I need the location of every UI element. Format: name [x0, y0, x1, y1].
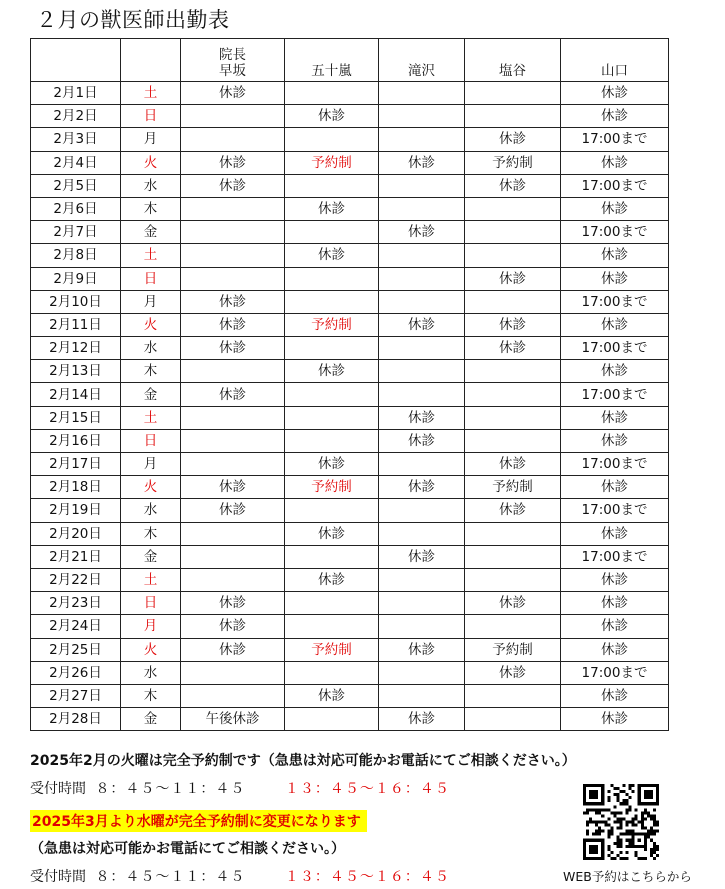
table-row — [31, 406, 669, 429]
table-row — [31, 82, 669, 105]
cell-weekday: 木 — [121, 360, 181, 383]
notes-section — [30, 750, 590, 886]
header-row — [31, 39, 669, 82]
header-igarashi: 五十嵐 — [285, 39, 379, 82]
cell-yamaguchi: 17:00まで — [561, 290, 669, 313]
cell-date: 2月28日 — [31, 708, 121, 731]
cell-shioya: 休診 — [465, 267, 561, 290]
cell-takizawa — [379, 82, 465, 105]
cell-igarashi — [285, 267, 379, 290]
cell-weekday: 土 — [121, 244, 181, 267]
table-row — [31, 476, 669, 499]
cell-date: 2月19日 — [31, 499, 121, 522]
cell-igarashi — [285, 221, 379, 244]
cell-weekday: 木 — [121, 522, 181, 545]
hours-label: 受付時間 — [30, 781, 86, 797]
cell-takizawa — [379, 684, 465, 707]
cell-weekday: 火 — [121, 313, 181, 336]
cell-igarashi: 休診 — [285, 105, 379, 128]
cell-hayasaka — [181, 244, 285, 267]
cell-date: 2月27日 — [31, 684, 121, 707]
cell-weekday: 火 — [121, 638, 181, 661]
table-row — [31, 708, 669, 731]
cell-hayasaka: 休診 — [181, 290, 285, 313]
cell-date: 2月22日 — [31, 568, 121, 591]
table-row — [31, 499, 669, 522]
web-reservation-label[interactable]: WEB予約はこちらから — [563, 869, 692, 884]
cell-shioya: 予約制 — [465, 151, 561, 174]
cell-yamaguchi: 休診 — [561, 360, 669, 383]
cell-shioya — [465, 197, 561, 220]
cell-shioya: 休診 — [465, 128, 561, 151]
cell-hayasaka — [181, 406, 285, 429]
cell-weekday: 金 — [121, 383, 181, 406]
cell-takizawa — [379, 661, 465, 684]
cell-date: 2月13日 — [31, 360, 121, 383]
cell-weekday: 土 — [121, 82, 181, 105]
cell-shioya — [465, 615, 561, 638]
table-row — [31, 383, 669, 406]
cell-takizawa — [379, 615, 465, 638]
cell-takizawa: 休診 — [379, 313, 465, 336]
cell-weekday: 金 — [121, 545, 181, 568]
cell-date: 2月4日 — [31, 151, 121, 174]
table-row — [31, 545, 669, 568]
cell-yamaguchi: 休診 — [561, 429, 669, 452]
cell-igarashi — [285, 592, 379, 615]
march-sub-notice: （急患は対応可能かお電話にてご相談ください。） — [30, 841, 345, 857]
table-row — [31, 290, 669, 313]
march-notice-wrap — [30, 810, 590, 832]
hours-label-2: 受付時間 — [30, 869, 86, 885]
cell-takizawa: 休診 — [379, 708, 465, 731]
cell-igarashi — [285, 82, 379, 105]
cell-weekday: 火 — [121, 476, 181, 499]
cell-igarashi — [285, 383, 379, 406]
cell-takizawa: 休診 — [379, 545, 465, 568]
header-weekday — [121, 39, 181, 82]
cell-hayasaka — [181, 429, 285, 452]
cell-date: 2月7日 — [31, 221, 121, 244]
page-title: ２月の獣医師出勤表 — [36, 8, 230, 32]
cell-yamaguchi: 休診 — [561, 244, 669, 267]
table-row — [31, 592, 669, 615]
cell-hayasaka — [181, 105, 285, 128]
table-row — [31, 244, 669, 267]
table-row — [31, 128, 669, 151]
cell-weekday: 木 — [121, 197, 181, 220]
cell-takizawa — [379, 244, 465, 267]
cell-weekday: 水 — [121, 174, 181, 197]
cell-hayasaka — [181, 267, 285, 290]
table-row — [31, 174, 669, 197]
cell-date: 2月11日 — [31, 313, 121, 336]
cell-date: 2月26日 — [31, 661, 121, 684]
cell-igarashi — [285, 708, 379, 731]
header-takizawa: 滝沢 — [379, 39, 465, 82]
cell-hayasaka: 休診 — [181, 82, 285, 105]
cell-yamaguchi: 休診 — [561, 267, 669, 290]
cell-weekday: 月 — [121, 290, 181, 313]
cell-shioya — [465, 522, 561, 545]
cell-igarashi — [285, 337, 379, 360]
cell-takizawa — [379, 383, 465, 406]
cell-date: 2月17日 — [31, 453, 121, 476]
cell-takizawa — [379, 360, 465, 383]
cell-takizawa — [379, 592, 465, 615]
cell-yamaguchi: 17:00まで — [561, 453, 669, 476]
hours-am-2: ８：４５～１１：４５ — [95, 869, 246, 885]
hours-am: ８：４５～１１：４５ — [95, 781, 246, 797]
cell-yamaguchi: 休診 — [561, 684, 669, 707]
cell-yamaguchi: 17:00まで — [561, 337, 669, 360]
cell-yamaguchi: 休診 — [561, 313, 669, 336]
cell-takizawa — [379, 337, 465, 360]
cell-weekday: 日 — [121, 105, 181, 128]
cell-igarashi — [285, 406, 379, 429]
cell-takizawa — [379, 105, 465, 128]
table-row — [31, 661, 669, 684]
cell-igarashi: 休診 — [285, 360, 379, 383]
cell-shioya: 休診 — [465, 313, 561, 336]
cell-date: 2月9日 — [31, 267, 121, 290]
cell-igarashi: 休診 — [285, 197, 379, 220]
cell-date: 2月23日 — [31, 592, 121, 615]
cell-hayasaka: 午後休診 — [181, 708, 285, 731]
cell-takizawa — [379, 174, 465, 197]
hours-pm: １３：４５～１６：４５ — [284, 781, 450, 797]
cell-date: 2月16日 — [31, 429, 121, 452]
cell-weekday: 金 — [121, 221, 181, 244]
header-hayasaka-text: 院長 早坂 — [219, 47, 246, 79]
cell-shioya — [465, 290, 561, 313]
cell-yamaguchi: 17:00まで — [561, 661, 669, 684]
cell-hayasaka: 休診 — [181, 499, 285, 522]
cell-hayasaka — [181, 684, 285, 707]
cell-date: 2月6日 — [31, 197, 121, 220]
cell-yamaguchi: 17:00まで — [561, 174, 669, 197]
cell-hayasaka: 休診 — [181, 615, 285, 638]
cell-igarashi: 休診 — [285, 522, 379, 545]
cell-takizawa — [379, 197, 465, 220]
cell-takizawa — [379, 128, 465, 151]
cell-takizawa: 休診 — [379, 638, 465, 661]
cell-date: 2月25日 — [31, 638, 121, 661]
cell-weekday: 水 — [121, 499, 181, 522]
cell-yamaguchi: 17:00まで — [561, 128, 669, 151]
tuesday-notice: 2025年2月の火曜は完全予約制です（急患は対応可能かお電話にてご相談ください。） — [30, 753, 576, 769]
cell-yamaguchi: 休診 — [561, 708, 669, 731]
cell-date: 2月20日 — [31, 522, 121, 545]
table-row — [31, 684, 669, 707]
table-row — [31, 197, 669, 220]
cell-date: 2月24日 — [31, 615, 121, 638]
cell-yamaguchi: 休診 — [561, 105, 669, 128]
cell-takizawa — [379, 290, 465, 313]
cell-date: 2月1日 — [31, 82, 121, 105]
cell-yamaguchi: 休診 — [561, 522, 669, 545]
table-row — [31, 360, 669, 383]
table-row — [31, 615, 669, 638]
table-row — [31, 151, 669, 174]
cell-shioya — [465, 82, 561, 105]
cell-igarashi: 休診 — [285, 453, 379, 476]
table-row — [31, 522, 669, 545]
cell-shioya: 休診 — [465, 499, 561, 522]
qr-code[interactable] — [583, 784, 659, 860]
table-row — [31, 453, 669, 476]
cell-igarashi — [285, 290, 379, 313]
cell-date: 2月18日 — [31, 476, 121, 499]
cell-igarashi — [285, 545, 379, 568]
schedule-table — [30, 38, 669, 731]
table-row — [31, 337, 669, 360]
cell-hayasaka: 休診 — [181, 151, 285, 174]
cell-yamaguchi: 休診 — [561, 82, 669, 105]
cell-shioya — [465, 684, 561, 707]
cell-shioya — [465, 221, 561, 244]
cell-igarashi: 予約制 — [285, 638, 379, 661]
cell-weekday: 火 — [121, 151, 181, 174]
cell-yamaguchi: 休診 — [561, 476, 669, 499]
cell-yamaguchi: 休診 — [561, 615, 669, 638]
cell-shioya: 休診 — [465, 174, 561, 197]
cell-shioya: 休診 — [465, 661, 561, 684]
cell-igarashi — [285, 615, 379, 638]
cell-weekday: 日 — [121, 592, 181, 615]
cell-hayasaka — [181, 522, 285, 545]
table-row — [31, 638, 669, 661]
march-notice: 2025年3月より水曜が完全予約制に変更になります — [30, 810, 367, 832]
table-row — [31, 313, 669, 336]
cell-weekday: 月 — [121, 128, 181, 151]
cell-igarashi — [285, 661, 379, 684]
cell-shioya — [465, 105, 561, 128]
cell-hayasaka: 休診 — [181, 383, 285, 406]
header-yamaguchi: 山口 — [561, 39, 669, 82]
cell-date: 2月5日 — [31, 174, 121, 197]
cell-shioya: 予約制 — [465, 638, 561, 661]
cell-igarashi — [285, 499, 379, 522]
cell-takizawa: 休診 — [379, 221, 465, 244]
cell-date: 2月2日 — [31, 105, 121, 128]
header-hayasaka — [181, 39, 285, 82]
cell-date: 2月3日 — [31, 128, 121, 151]
reception-hours — [30, 778, 590, 798]
cell-igarashi: 予約制 — [285, 151, 379, 174]
reception-hours-2 — [30, 866, 590, 886]
cell-takizawa — [379, 499, 465, 522]
cell-hayasaka: 休診 — [181, 174, 285, 197]
cell-igarashi — [285, 128, 379, 151]
cell-hayasaka — [181, 197, 285, 220]
cell-hayasaka — [181, 568, 285, 591]
cell-igarashi: 予約制 — [285, 476, 379, 499]
cell-yamaguchi: 17:00まで — [561, 221, 669, 244]
cell-takizawa: 休診 — [379, 406, 465, 429]
cell-date: 2月21日 — [31, 545, 121, 568]
cell-shioya — [465, 360, 561, 383]
cell-weekday: 月 — [121, 453, 181, 476]
cell-igarashi — [285, 174, 379, 197]
header-shioya: 塩谷 — [465, 39, 561, 82]
cell-takizawa: 休診 — [379, 151, 465, 174]
cell-weekday: 日 — [121, 267, 181, 290]
cell-yamaguchi: 17:00まで — [561, 545, 669, 568]
cell-takizawa — [379, 267, 465, 290]
cell-date: 2月10日 — [31, 290, 121, 313]
cell-shioya — [465, 708, 561, 731]
cell-hayasaka — [181, 453, 285, 476]
cell-hayasaka: 休診 — [181, 313, 285, 336]
cell-weekday: 木 — [121, 684, 181, 707]
cell-shioya: 休診 — [465, 592, 561, 615]
cell-igarashi: 休診 — [285, 244, 379, 267]
cell-takizawa: 休診 — [379, 429, 465, 452]
cell-igarashi: 予約制 — [285, 313, 379, 336]
cell-takizawa — [379, 522, 465, 545]
cell-weekday: 金 — [121, 708, 181, 731]
cell-weekday: 土 — [121, 568, 181, 591]
hours-pm-2: １３：４５～１６：４５ — [284, 869, 450, 885]
cell-yamaguchi: 17:00まで — [561, 499, 669, 522]
cell-weekday: 日 — [121, 429, 181, 452]
cell-takizawa — [379, 568, 465, 591]
cell-weekday: 土 — [121, 406, 181, 429]
cell-yamaguchi: 休診 — [561, 151, 669, 174]
cell-hayasaka: 休診 — [181, 476, 285, 499]
cell-igarashi: 休診 — [285, 568, 379, 591]
cell-date: 2月8日 — [31, 244, 121, 267]
cell-hayasaka — [181, 128, 285, 151]
table-row — [31, 267, 669, 290]
table-row — [31, 221, 669, 244]
cell-hayasaka — [181, 221, 285, 244]
cell-hayasaka — [181, 360, 285, 383]
cell-yamaguchi: 休診 — [561, 406, 669, 429]
cell-yamaguchi: 17:00まで — [561, 383, 669, 406]
cell-shioya: 休診 — [465, 337, 561, 360]
cell-weekday: 月 — [121, 615, 181, 638]
cell-igarashi: 休診 — [285, 684, 379, 707]
table-row — [31, 429, 669, 452]
cell-weekday: 水 — [121, 337, 181, 360]
cell-date: 2月14日 — [31, 383, 121, 406]
cell-takizawa — [379, 453, 465, 476]
cell-hayasaka: 休診 — [181, 592, 285, 615]
cell-hayasaka — [181, 661, 285, 684]
cell-weekday: 水 — [121, 661, 181, 684]
cell-shioya — [465, 545, 561, 568]
table-row — [31, 568, 669, 591]
cell-shioya — [465, 568, 561, 591]
cell-date: 2月12日 — [31, 337, 121, 360]
cell-date: 2月15日 — [31, 406, 121, 429]
cell-shioya — [465, 406, 561, 429]
cell-shioya: 予約制 — [465, 476, 561, 499]
cell-yamaguchi: 休診 — [561, 197, 669, 220]
table-row — [31, 105, 669, 128]
cell-yamaguchi: 休診 — [561, 568, 669, 591]
header-date — [31, 39, 121, 82]
cell-shioya: 休診 — [465, 453, 561, 476]
cell-hayasaka: 休診 — [181, 638, 285, 661]
cell-shioya — [465, 244, 561, 267]
cell-shioya — [465, 383, 561, 406]
cell-hayasaka — [181, 545, 285, 568]
cell-igarashi — [285, 429, 379, 452]
cell-yamaguchi: 休診 — [561, 592, 669, 615]
cell-takizawa: 休診 — [379, 476, 465, 499]
cell-hayasaka: 休診 — [181, 337, 285, 360]
cell-shioya — [465, 429, 561, 452]
cell-yamaguchi: 休診 — [561, 638, 669, 661]
